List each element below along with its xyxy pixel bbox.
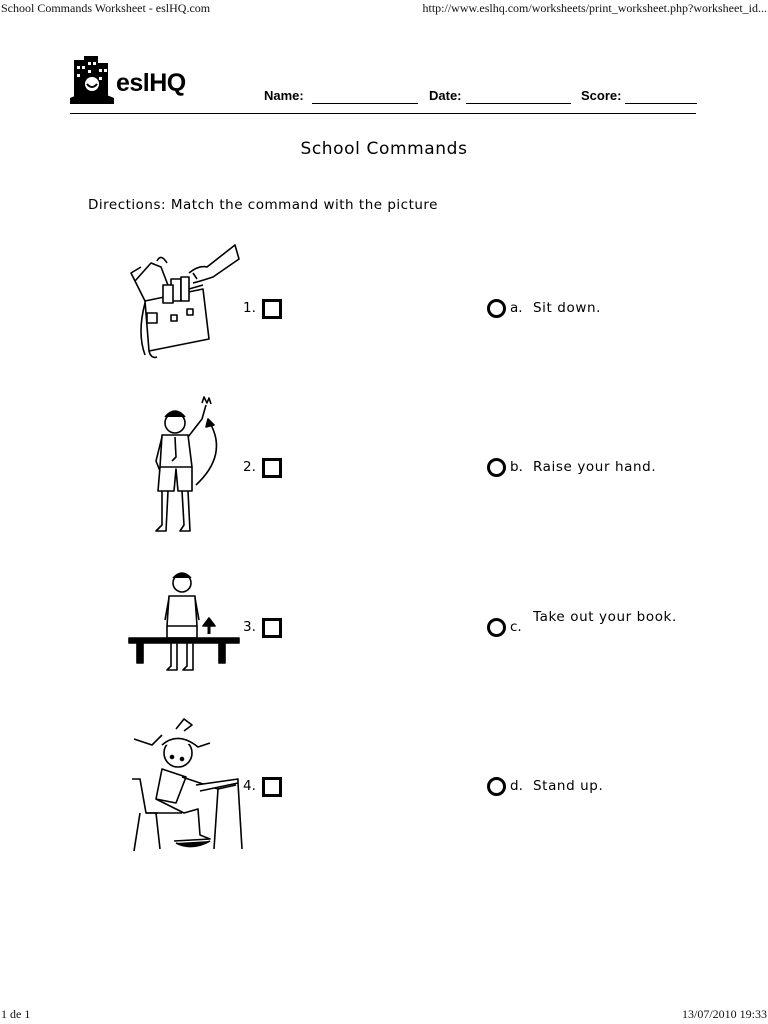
- item-checkbox-1[interactable]: [262, 299, 282, 319]
- book-bag-icon: [127, 243, 245, 363]
- item-number-4: 4.: [243, 778, 256, 794]
- logo-text: eslHQ: [116, 69, 186, 97]
- date-label: Date:: [429, 88, 462, 103]
- score-label: Score:: [581, 88, 622, 103]
- answer-text-d: Stand up.: [533, 778, 604, 794]
- item-checkbox-4[interactable]: [262, 777, 282, 797]
- header-divider: [70, 113, 696, 114]
- answer-letter-a: a.: [510, 300, 523, 316]
- answer-text-c: Take out your book.: [533, 609, 677, 625]
- directions-text: Directions: Match the command with the picture: [88, 197, 438, 213]
- print-header-title: School Commands Worksheet - eslHQ.com: [1, 1, 211, 15]
- answer-letter-b: b.: [510, 459, 523, 475]
- item-number-2: 2.: [243, 459, 256, 475]
- building-logo-icon: [68, 54, 118, 106]
- item-number-3: 3.: [243, 619, 256, 635]
- print-footer-page: 1 de 1: [1, 1007, 31, 1021]
- answer-text-a: Sit down.: [533, 300, 602, 316]
- worksheet-title: School Commands: [300, 139, 468, 159]
- answer-letter-d: d.: [510, 778, 523, 794]
- score-field[interactable]: [625, 103, 697, 104]
- answer-text-b: Raise your hand.: [533, 459, 657, 475]
- answer-letter-c: c.: [510, 619, 522, 635]
- item-number-1: 1.: [243, 300, 256, 316]
- stand-up-icon: [127, 568, 242, 673]
- eslhq-logo: [68, 54, 213, 106]
- print-header-url: http://www.eslhq.com/worksheets/print_worksheet.php?worksheet_id...: [422, 1, 767, 15]
- item-checkbox-3[interactable]: [262, 618, 282, 638]
- print-footer-timestamp: 13/07/2010 19:33: [681, 1007, 767, 1021]
- answer-circle-b[interactable]: [487, 458, 506, 477]
- raise-hand-icon: [130, 395, 230, 540]
- date-field[interactable]: [466, 103, 571, 104]
- answer-circle-c[interactable]: [487, 618, 506, 637]
- answer-circle-d[interactable]: [487, 777, 506, 796]
- answer-circle-a[interactable]: [487, 299, 506, 318]
- item-checkbox-2[interactable]: [262, 458, 282, 478]
- name-field[interactable]: [312, 103, 418, 104]
- name-label: Name:: [264, 88, 304, 103]
- sit-down-icon: [126, 717, 251, 857]
- worksheet-header-fields: [264, 88, 700, 108]
